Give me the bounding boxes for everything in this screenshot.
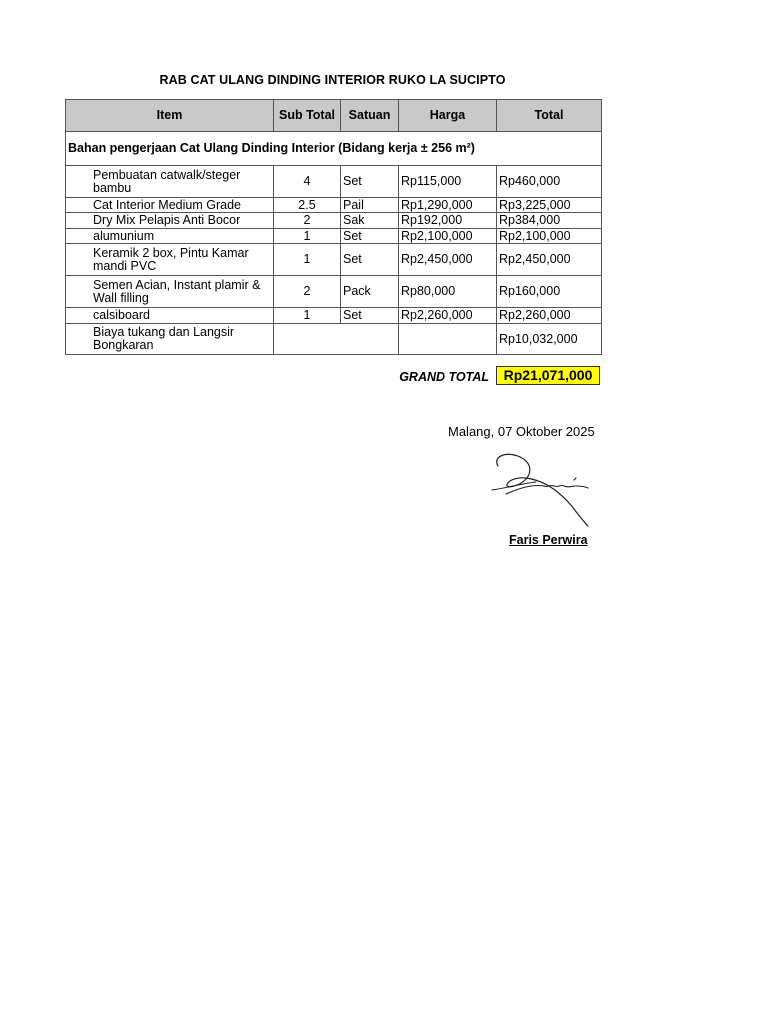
row-item: Biaya tukang dan Langsir Bongkaran <box>66 324 274 355</box>
row-qty: 1 <box>274 308 341 324</box>
row-price: Rp2,450,000 <box>399 244 497 276</box>
row-total: Rp10,032,000 <box>497 324 602 355</box>
table-row <box>66 229 602 244</box>
row-unit: Set <box>341 244 399 276</box>
rab-table <box>65 99 602 355</box>
row-qty: 1 <box>274 229 341 244</box>
row-item: Dry Mix Pelapis Anti Bocor <box>66 213 274 229</box>
header-sub-total: Sub Total <box>274 100 341 132</box>
row-qty: 2 <box>274 276 341 308</box>
row-item: calsiboard <box>66 308 274 324</box>
row-qty: 4 <box>274 166 341 198</box>
table-row <box>66 166 602 198</box>
row-item: Cat Interior Medium Grade <box>66 198 274 213</box>
row-qty: 2.5 <box>274 198 341 213</box>
row-total: Rp2,100,000 <box>497 229 602 244</box>
table-row <box>66 308 602 324</box>
table-row <box>66 276 602 308</box>
grand-total-value: Rp21,071,000 <box>496 366 600 385</box>
section-row <box>66 132 602 166</box>
row-price: Rp115,000 <box>399 166 497 198</box>
row-unit: Sak <box>341 213 399 229</box>
table-header-row <box>66 100 602 132</box>
row-total: Rp384,000 <box>497 213 602 229</box>
header-satuan: Satuan <box>341 100 399 132</box>
signature-image <box>486 448 592 530</box>
document-title: RAB CAT ULANG DINDING INTERIOR RUKO LA SUCIPTO <box>159 73 506 87</box>
row-item: Semen Acian, Instant plamir & Wall filling <box>66 276 274 308</box>
row-unit: Pail <box>341 198 399 213</box>
row-total: Rp2,260,000 <box>497 308 602 324</box>
section-title: Bahan pengerjaan Cat Ulang Dinding Interior (Bidang kerja ± 256 m²) <box>66 132 602 166</box>
table-row <box>66 244 602 276</box>
header-item: Item <box>66 100 274 132</box>
grand-total-label: GRAND TOTAL <box>399 370 489 384</box>
row-price <box>399 324 497 355</box>
row-qty: 2 <box>274 213 341 229</box>
row-price: Rp192,000 <box>399 213 497 229</box>
table-row <box>66 213 602 229</box>
place-date: Malang, 07 Oktober 2025 <box>448 424 595 439</box>
table-row <box>66 324 602 355</box>
row-total: Rp2,450,000 <box>497 244 602 276</box>
row-item: Pembuatan catwalk/steger bambu <box>66 166 274 198</box>
row-total: Rp160,000 <box>497 276 602 308</box>
row-price: Rp1,290,000 <box>399 198 497 213</box>
signer-name: Faris Perwira <box>509 533 588 547</box>
row-unit: Set <box>341 229 399 244</box>
header-harga: Harga <box>399 100 497 132</box>
row-unit: Set <box>341 166 399 198</box>
row-unit: Pack <box>341 276 399 308</box>
row-price: Rp2,100,000 <box>399 229 497 244</box>
row-price: Rp2,260,000 <box>399 308 497 324</box>
row-qty <box>274 324 399 355</box>
header-total: Total <box>497 100 602 132</box>
row-item: Keramik 2 box, Pintu Kamar mandi PVC <box>66 244 274 276</box>
table-row <box>66 198 602 213</box>
row-item: alumunium <box>66 229 274 244</box>
row-total: Rp460,000 <box>497 166 602 198</box>
row-total: Rp3,225,000 <box>497 198 602 213</box>
row-qty: 1 <box>274 244 341 276</box>
row-unit: Set <box>341 308 399 324</box>
row-price: Rp80,000 <box>399 276 497 308</box>
